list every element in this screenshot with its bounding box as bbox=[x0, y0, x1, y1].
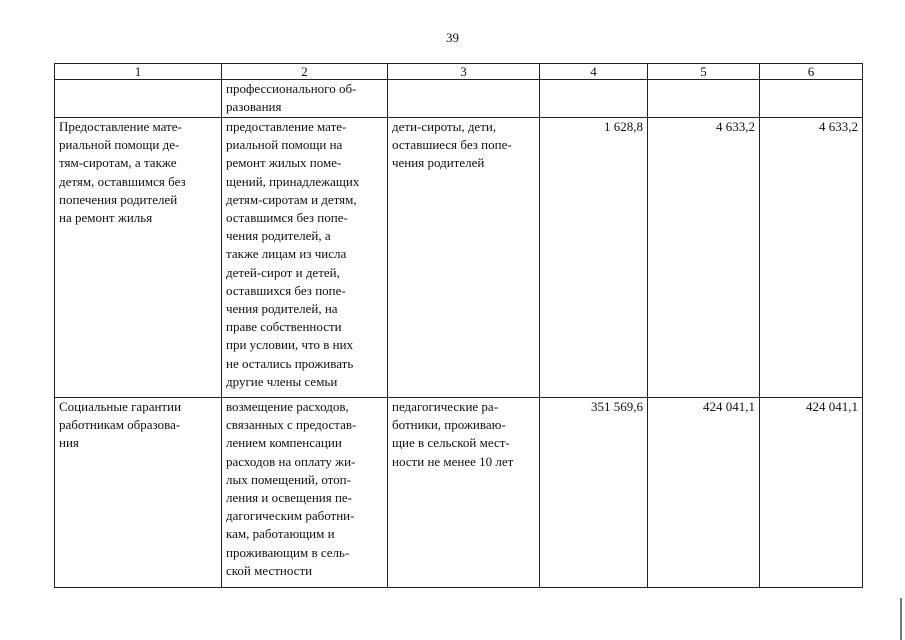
budget-table bbox=[54, 63, 863, 588]
measure-name-cell: Предоставление мате- риальной помощи де- тям-сиротам, а также детям, оставшимся без попечения родителей на ремонт жилья bbox=[55, 118, 222, 398]
measure-name-cell: Социальные гарантии работникам образова- ния bbox=[55, 398, 222, 588]
amount-cell: 4 633,2 bbox=[648, 118, 760, 398]
table-row bbox=[55, 80, 863, 118]
amount-cell: 4 633,2 bbox=[760, 118, 863, 398]
amount-cell: 351 569,6 bbox=[540, 398, 648, 588]
column-header: 5 bbox=[648, 64, 760, 80]
column-header: 6 bbox=[760, 64, 863, 80]
amount-cell: 1 628,8 bbox=[540, 118, 648, 398]
measure-content-cell: профессионального об- разования bbox=[222, 80, 388, 118]
amount-cell: 424 041,1 bbox=[648, 398, 760, 588]
table-header-row bbox=[55, 64, 863, 80]
recipients-cell: дети-сироты, дети, оставшиеся без попе- чения родителей bbox=[388, 118, 540, 398]
measure-name-cell bbox=[55, 80, 222, 118]
scan-edge-mark bbox=[900, 598, 902, 640]
amount-cell: 424 041,1 bbox=[760, 398, 863, 588]
column-header: 1 bbox=[55, 64, 222, 80]
amount-cell bbox=[540, 80, 648, 118]
column-header: 2 bbox=[222, 64, 388, 80]
recipients-cell: педагогические ра- ботники, проживаю- щие в сельской мест- ности не менее 10 лет bbox=[388, 398, 540, 588]
column-header: 4 bbox=[540, 64, 648, 80]
column-header: 3 bbox=[388, 64, 540, 80]
amount-cell bbox=[648, 80, 760, 118]
measure-content-cell: возмещение расходов, связанных с предостав- лением компенсации расходов на оплату жи- лых помещений, отоп- ления и освещения пе- дагогическим работни- кам, работающим и проживающим в сель- ской местности bbox=[222, 398, 388, 588]
table-row bbox=[55, 118, 863, 398]
recipients-cell bbox=[388, 80, 540, 118]
amount-cell bbox=[760, 80, 863, 118]
measure-content-cell: предоставление мате- риальной помощи на ремонт жилых поме- щений, принадлежащих детям-сиротам и детям, оставшимся без попе- чения родителей, а также лицам из числа детей-сирот и детей, оставшихся без попе- чения родителей, на праве собственности при условии, что в них не остались проживать другие члены семьи bbox=[222, 118, 388, 398]
page-number: 39 bbox=[446, 30, 459, 45]
table-row bbox=[55, 398, 863, 588]
